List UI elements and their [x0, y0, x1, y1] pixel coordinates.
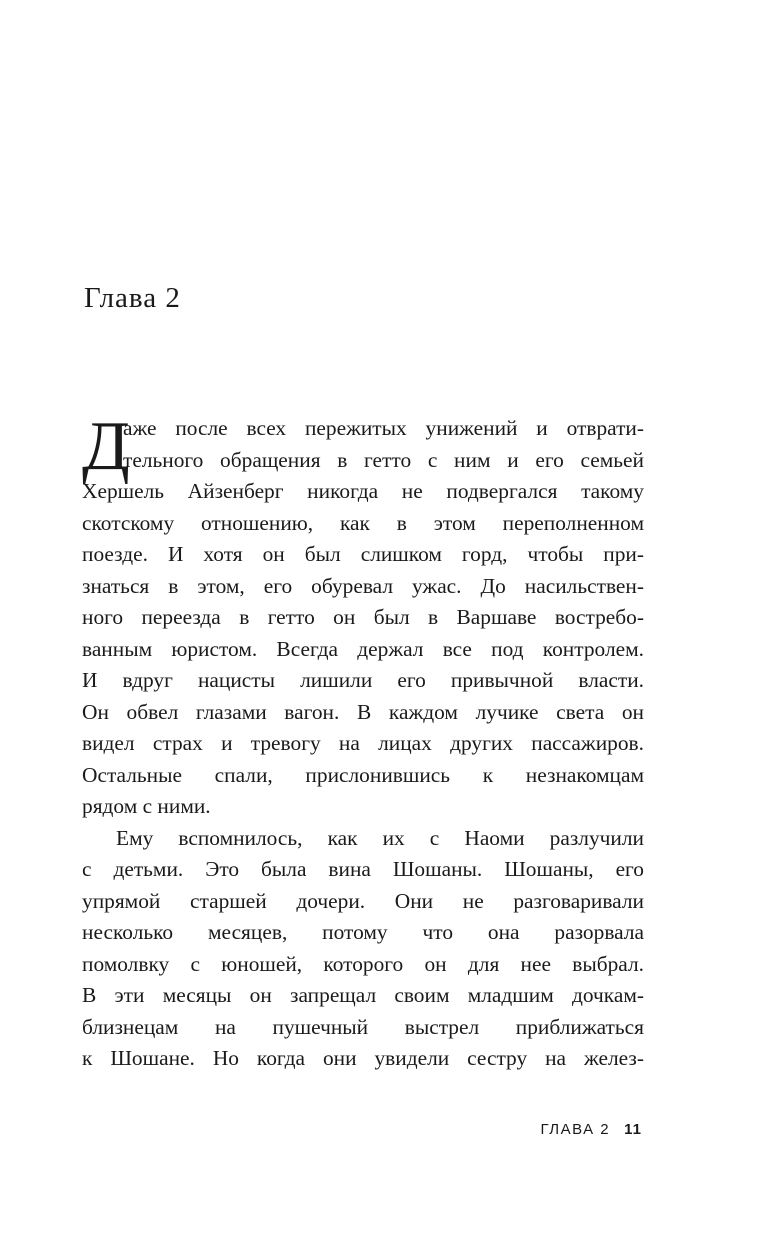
text-line: ного переезда в гетто он был в Варшаве востребо- [82, 605, 644, 629]
text-line: помолвку с юношей, которого он для нее выбрал. [82, 951, 644, 976]
text-line: к Шошане. Но когда они увидели сестру на желез- [82, 1046, 644, 1070]
text-line: аже после всех пережитых унижений и отврати- [123, 416, 644, 440]
text-line: В эти месяцы он запрещал своим младшим дочкам- [82, 983, 644, 1007]
text-line: Он обвел глазами вагон. В каждом лучике света он [82, 699, 644, 724]
page-footer [540, 1121, 642, 1138]
text-line: упрямой старшей дочери. Они не разговаривали [82, 888, 644, 913]
text-line: Ему вспомнилось, как их с Наоми разлучили [116, 825, 644, 850]
text-line: скотскому отношению, как в этом переполненном [82, 510, 644, 535]
text-line: тельного обращения в гетто с ним и его семьей [123, 447, 644, 472]
paragraph-1 [82, 408, 644, 823]
text-line: И вдруг нацисты лишили его привычной власти. [82, 668, 644, 692]
paragraph-2 [82, 823, 644, 1075]
text-line: с детьми. Это была вина Шошаны. Шошаны, его [82, 857, 644, 881]
text-line: ванным юристом. Всегда держал все под контролем. [82, 636, 644, 661]
running-head: ГЛАВА 2 [540, 1121, 611, 1138]
text-line: близнецам на пушечный выстрел приближаться [82, 1014, 644, 1039]
text-line: знаться в этом, его обуревал ужас. До насильствен- [82, 573, 644, 598]
text-line: видел страх и тревогу на лицах других пассажиров. [82, 731, 644, 755]
chapter-title: Глава 2 [84, 282, 181, 314]
text-line: рядом с ними. [82, 794, 211, 818]
text-line: Хершель Айзенберг никогда не подвергался такому [82, 479, 644, 503]
body-text [82, 408, 644, 1075]
drop-cap: Д [82, 408, 130, 485]
text-line: Остальные спали, прислонившись к незнакомцам [82, 762, 644, 787]
page-number: 11 [624, 1121, 642, 1138]
text-line: несколько месяцев, потому что она разорвала [82, 920, 644, 944]
text-line: поезде. И хотя он был слишком горд, чтобы при- [82, 542, 644, 566]
